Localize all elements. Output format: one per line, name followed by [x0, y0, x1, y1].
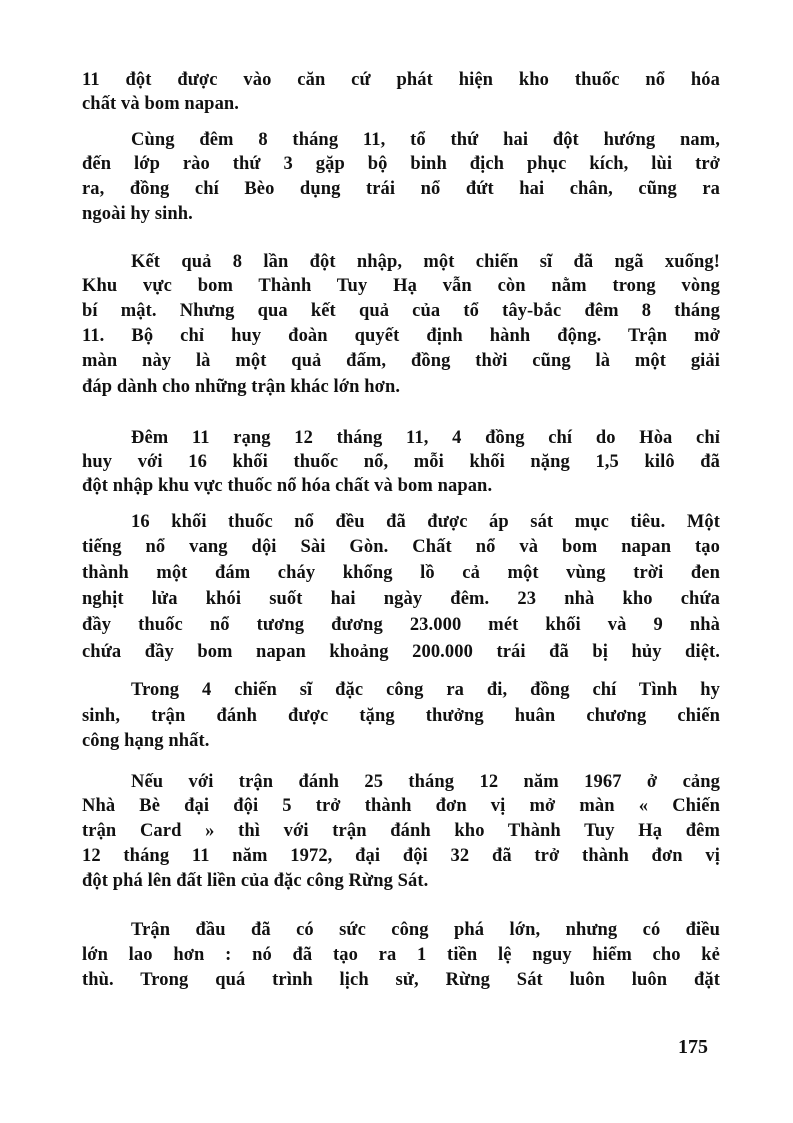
text-line: công hạng nhất. [82, 731, 210, 751]
text-line: ra, đồng chí Bèo dụng trái nổ đứt hai chân, cũng ra [82, 179, 720, 199]
text-line: tiếng nổ vang dội Sài Gòn. Chất nổ và bom napan tạo [82, 537, 720, 557]
text-line: ngoài hy sinh. [82, 204, 193, 224]
text-line: sinh, trận đánh được tặng thưởng huân chương chiến [82, 706, 720, 726]
text-line: Nếu với trận đánh 25 tháng 12 năm 1967 ở cảng [131, 772, 720, 792]
text-line: trận Card » thì với trận đánh kho Thành Tuy Hạ đêm [82, 821, 720, 841]
text-line: đầy thuốc nổ tương đương 23.000 mét khối và 9 nhà [82, 615, 720, 635]
text-line: đột nhập khu vực thuốc nổ hóa chất và bom napan. [82, 476, 493, 496]
text-line: 11 đột được vào căn cứ phát hiện kho thuốc nổ hóa [82, 70, 720, 90]
text-line: đáp dành cho những trận khác lớn hơn. [82, 377, 401, 397]
text-line: Cùng đêm 8 tháng 11, tổ thứ hai đột hướng nam, [131, 130, 720, 150]
text-line: Trận đầu đã có sức công phá lớn, nhưng có điều [131, 920, 720, 940]
text-line: 12 tháng 11 năm 1972, đại đội 32 đã trở thành đơn vị [82, 846, 720, 866]
text-line: chứa đầy bom napan khoảng 200.000 trái đã bị hủy diệt. [82, 642, 720, 662]
text-line: lớn lao hơn : nó đã tạo ra 1 tiền lệ nguy hiểm cho kẻ [82, 945, 720, 965]
text-line: thành một đám cháy khổng lồ cả một vùng trời đen [82, 563, 720, 583]
text-line: đến lớp rào thứ 3 gặp bộ binh địch phục kích, lùi trở [82, 154, 720, 174]
text-line: chất và bom napan. [82, 94, 240, 114]
text-line: Nhà Bè đại đội 5 trở thành đơn vị mở màn « Chiến [82, 796, 720, 816]
text-line: Kết quả 8 lần đột nhập, một chiến sĩ đã ngã xuống! [131, 252, 720, 272]
text-line: huy với 16 khối thuốc nổ, mỗi khối nặng 1,5 kilô đã [82, 452, 720, 472]
text-line: màn này là một quả đấm, đồng thời cũng là một giải [82, 351, 720, 371]
text-line: đột phá lên đất liền của đặc công Rừng Sát. [82, 871, 429, 891]
text-line: Trong 4 chiến sĩ đặc công ra đi, đồng chí Tình hy [131, 680, 720, 700]
page-number: 175 [678, 1036, 708, 1058]
text-line: nghịt lửa khói suốt hai ngày đêm. 23 nhà kho chứa [82, 589, 720, 609]
text-line: 11. Bộ chỉ huy đoàn quyết định hành động. Trận mở [82, 326, 720, 346]
text-line: 16 khối thuốc nổ đều đã được áp sát mục tiêu. Một [131, 512, 720, 532]
text-line: Đêm 11 rạng 12 tháng 11, 4 đồng chí do Hòa chỉ [131, 428, 720, 448]
text-line: bí mật. Nhưng qua kết quả của tổ tây-bắc đêm 8 tháng [82, 301, 720, 321]
text-line: thù. Trong quá trình lịch sử, Rừng Sát luôn luôn đặt [82, 970, 720, 990]
text-line: Khu vực bom Thành Tuy Hạ vẫn còn nằm trong vòng [82, 276, 720, 296]
